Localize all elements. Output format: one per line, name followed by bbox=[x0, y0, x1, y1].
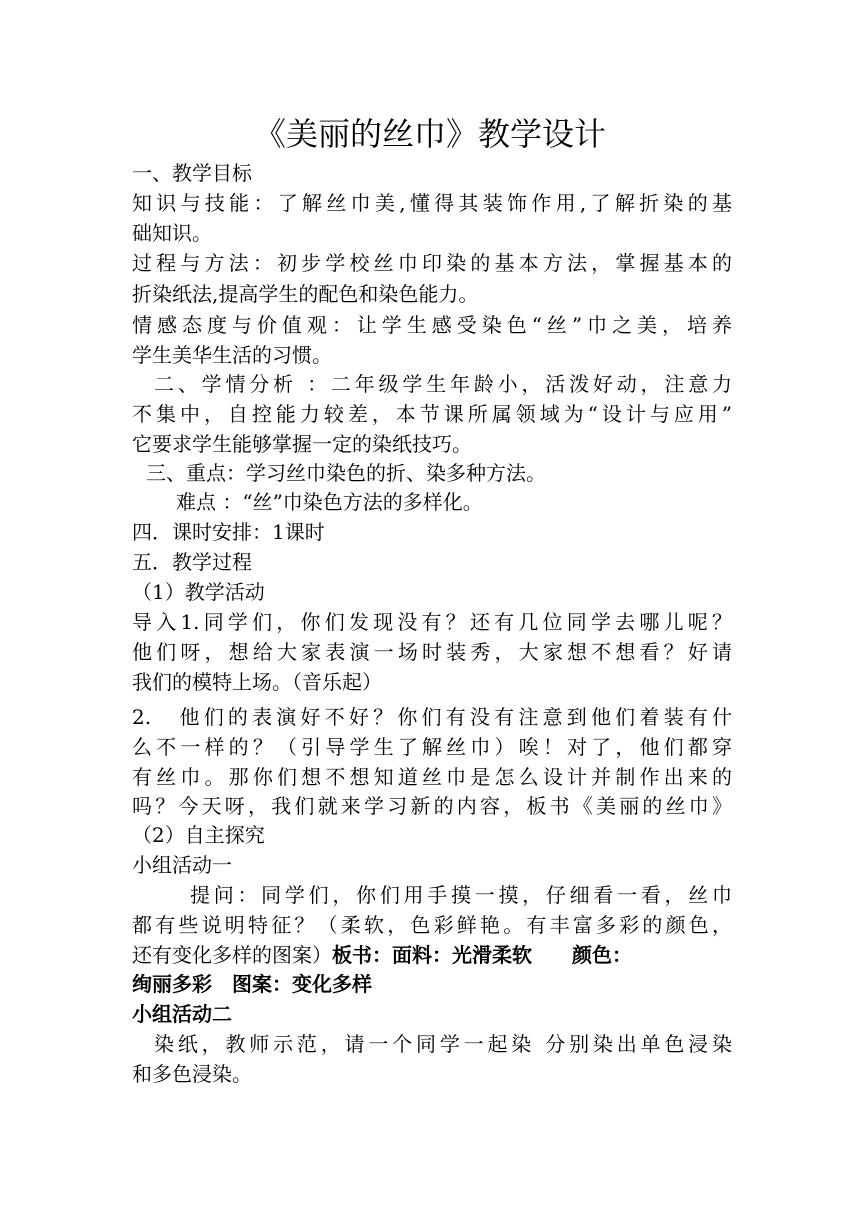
subheading-activity: （1）教学活动 bbox=[132, 580, 265, 604]
text-line: 么不一样的？（引导学生了解丝巾）唉！对了，他们都穿 bbox=[132, 735, 732, 759]
blackboard-note: 绚丽多彩 图案：变化多样 bbox=[132, 972, 372, 996]
text-line: 2. 他们的表演好不好？你们有没有注意到他们着装有什 bbox=[132, 705, 732, 729]
section-heading-process: 五．教学过程 bbox=[132, 550, 252, 574]
text-line: 吗？今天呀，我们就来学习新的内容，板书《美丽的丝巾》 bbox=[132, 794, 732, 818]
text-line: 提问：同学们，你们用手摸一摸，仔细看一看，丝巾 bbox=[190, 883, 732, 907]
text-line: 情感态度与价值观：让学生感受染色“丝”巾之美，培养 bbox=[132, 313, 732, 337]
subheading-exploration: （2）自主探究 bbox=[132, 823, 265, 847]
subheading-group-activity-1: 小组活动一 bbox=[132, 853, 232, 877]
text-line: 有丝巾。那你们想不想知道丝巾是怎么设计并制作出来的 bbox=[132, 765, 732, 789]
blackboard-note: 板书：面料：光滑柔软 颜色： bbox=[332, 943, 632, 967]
text-fragment: 还有变化多样的图案） bbox=[132, 943, 332, 967]
text-line: 折染纸法,提高学生的配色和染色能力。 bbox=[132, 282, 479, 306]
text-line: 过程与方法：初步学校丝巾印染的基本方法，掌握基本的 bbox=[132, 251, 732, 275]
text-line: 不集中，自控能力较差，本节课所属领域为“设计与应用” bbox=[132, 402, 732, 426]
subheading-group-activity-2: 小组活动二 bbox=[132, 1002, 232, 1026]
text-line: 都有些说明特征？（柔软，色彩鲜艳。有丰富多彩的颜色， bbox=[132, 913, 732, 937]
text-line: 染纸，教师示范，请一个同学一起染 分别染出单色浸染 bbox=[154, 1032, 732, 1056]
text-line: 学生美华生活的习惯。 bbox=[132, 343, 332, 367]
text-line: 难点 ：“丝”巾染色方法的多样化。 bbox=[176, 490, 483, 514]
text-line: 础知识。 bbox=[132, 221, 212, 245]
text-line: 他们呀，想给大家表演一场时装秀，大家想不想看？好请 bbox=[132, 640, 732, 664]
section-heading-schedule: 四．课时安排：1课时 bbox=[132, 520, 325, 544]
text-line: 它要求学生能够掌握一定的染纸技巧。 bbox=[132, 432, 472, 456]
text-line: 和多色浸染。 bbox=[132, 1062, 252, 1086]
text-line bbox=[132, 940, 732, 970]
text-line: 知识与技能：了解丝巾美,懂得其装饰作用,了解折染的基 bbox=[132, 191, 732, 215]
section-heading-objectives: 一、教学目标 bbox=[132, 161, 252, 185]
section-heading-key-points: 三、重点：学习丝巾染色的折、染多种方法。 bbox=[146, 461, 546, 485]
text-line: 我们的模特上场。（音乐起） bbox=[132, 670, 382, 694]
document-title: 《美丽的丝巾》教学设计 bbox=[253, 115, 606, 153]
section-heading-analysis: 二、学情分析 ：二年级学生年龄小，活泼好动，注意力 bbox=[154, 372, 732, 396]
text-line: 导入1.同学们，你们发现没有？还有几位同学去哪儿呢？ bbox=[132, 610, 732, 634]
